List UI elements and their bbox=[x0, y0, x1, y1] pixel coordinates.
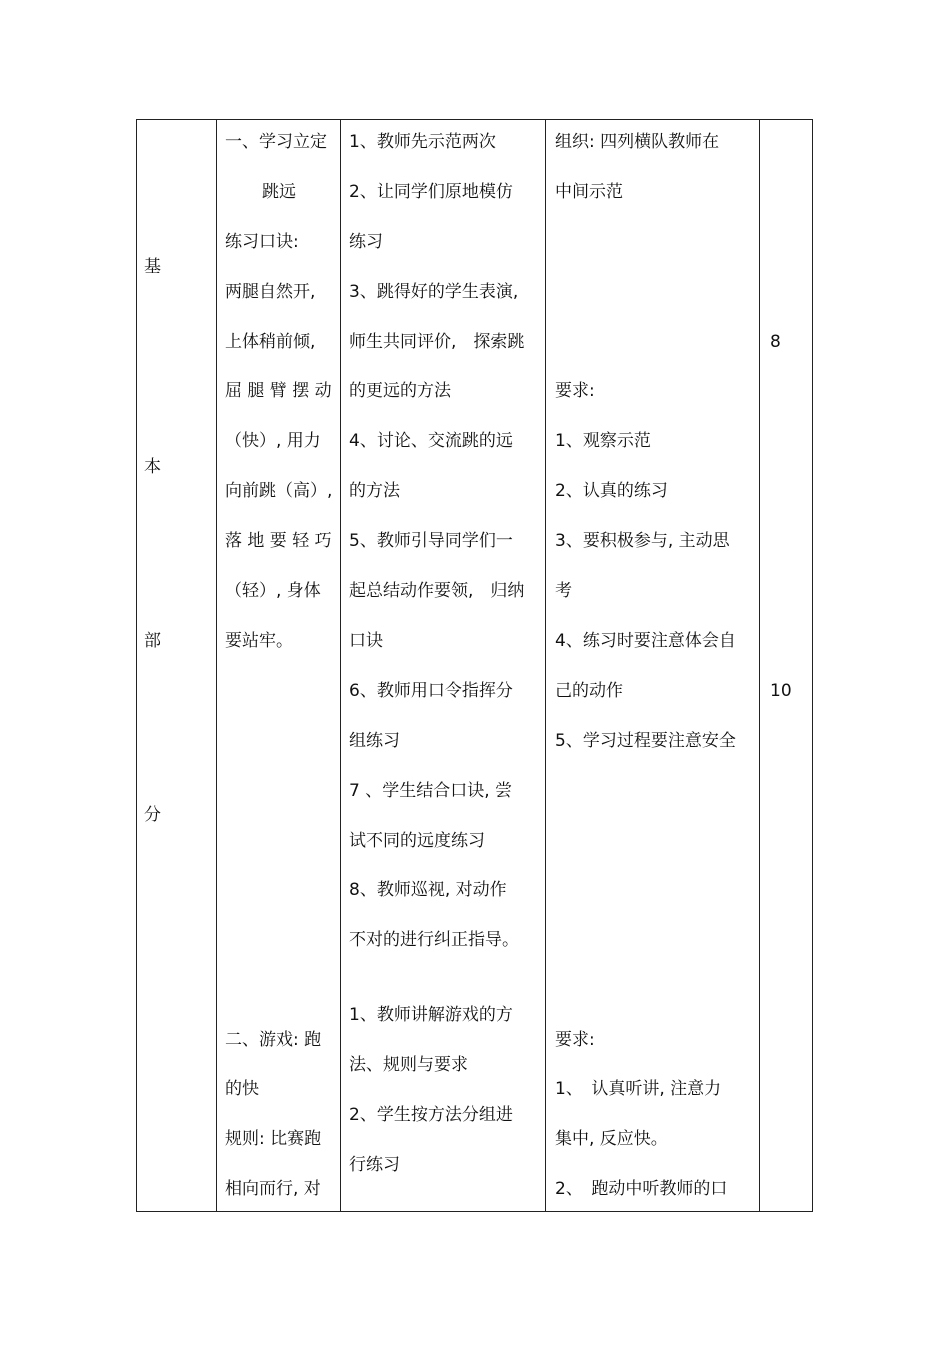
method-line: 5、教师引导同学们一 bbox=[349, 531, 513, 551]
column-divider-1 bbox=[216, 120, 217, 1211]
method-line: 行练习 bbox=[349, 1155, 400, 1175]
requirement-line: 1、观察示范 bbox=[555, 431, 651, 451]
section-char: 本 bbox=[144, 457, 161, 477]
content-line: 相向而行, 对 bbox=[225, 1179, 321, 1199]
requirement-line: 考 bbox=[555, 581, 572, 601]
content-line: 跳远 bbox=[262, 182, 296, 202]
method-line: 的方法 bbox=[349, 481, 400, 501]
section-char: 分 bbox=[144, 805, 161, 825]
method-line: 起总结动作要领, 归纳 bbox=[349, 581, 525, 601]
content-line: 练习口诀: bbox=[225, 232, 299, 252]
method-line: 2、让同学们原地模仿 bbox=[349, 182, 513, 202]
requirement-line: 2、 跑动中听教师的口 bbox=[555, 1179, 728, 1199]
method-line: 的更远的方法 bbox=[349, 381, 451, 401]
column-divider-3 bbox=[545, 120, 546, 1211]
method-line: 6、教师用口令指挥分 bbox=[349, 681, 513, 701]
section-char: 部 bbox=[144, 631, 161, 651]
content-line: 两腿自然开, bbox=[225, 282, 316, 302]
content-line: 一、学习立定 bbox=[225, 132, 327, 152]
content-line: 向前跳（高）, bbox=[225, 481, 333, 501]
content-line: 落 地 要 轻 巧 bbox=[225, 531, 332, 551]
requirement-line: 集中, 反应快。 bbox=[555, 1129, 668, 1149]
requirement-line: 己的动作 bbox=[555, 681, 623, 701]
requirement-line: 要求: bbox=[555, 381, 595, 401]
method-line: 组练习 bbox=[349, 731, 400, 751]
organization-line: 中间示范 bbox=[555, 182, 623, 202]
organization-line: 组织: 四列横队教师在 bbox=[555, 132, 720, 152]
requirement-line: 3、要积极参与, 主动思 bbox=[555, 531, 730, 551]
method-line: 4、讨论、交流跳的远 bbox=[349, 431, 513, 451]
time-value: 8 bbox=[770, 332, 781, 352]
requirement-line: 5、学习过程要注意安全 bbox=[555, 731, 736, 751]
content-line: 上体稍前倾, bbox=[225, 332, 316, 352]
content-line: 屈 腿 臂 摆 动 bbox=[225, 381, 332, 401]
requirement-line: 1、 认真听讲, 注意力 bbox=[555, 1079, 722, 1099]
section-char: 基 bbox=[144, 257, 161, 277]
content-line: （快）, 用力 bbox=[225, 431, 321, 451]
method-line: 不对的进行纠正指导。 bbox=[349, 930, 519, 950]
content-line: 规则: 比赛跑 bbox=[225, 1129, 322, 1149]
content-line: 的快 bbox=[225, 1079, 259, 1099]
requirement-line: 4、练习时要注意体会自 bbox=[555, 631, 736, 651]
method-line: 8、教师巡视, 对动作 bbox=[349, 880, 507, 900]
requirement-line: 2、认真的练习 bbox=[555, 481, 668, 501]
column-divider-2 bbox=[340, 120, 341, 1211]
method-line: 师生共同评价, 探索跳 bbox=[349, 332, 525, 352]
content-line: 二、游戏: 跑 bbox=[225, 1030, 322, 1050]
method-line: 3、跳得好的学生表演, bbox=[349, 282, 519, 302]
method-line: 2、学生按方法分组进 bbox=[349, 1105, 513, 1125]
method-line: 1、教师先示范两次 bbox=[349, 132, 496, 152]
method-line: 试不同的远度练习 bbox=[349, 831, 485, 851]
content-line: 要站牢。 bbox=[225, 631, 293, 651]
time-value: 10 bbox=[770, 681, 792, 701]
requirement-line: 要求: bbox=[555, 1030, 595, 1050]
method-line: 练习 bbox=[349, 232, 383, 252]
content-line: （轻）, 身体 bbox=[225, 581, 321, 601]
method-line: 1、教师讲解游戏的方 bbox=[349, 1005, 513, 1025]
column-divider-4 bbox=[759, 120, 760, 1211]
method-line: 口诀 bbox=[349, 631, 383, 651]
method-line: 7 、学生结合口诀, 尝 bbox=[349, 781, 513, 801]
method-line: 法、规则与要求 bbox=[349, 1055, 468, 1075]
